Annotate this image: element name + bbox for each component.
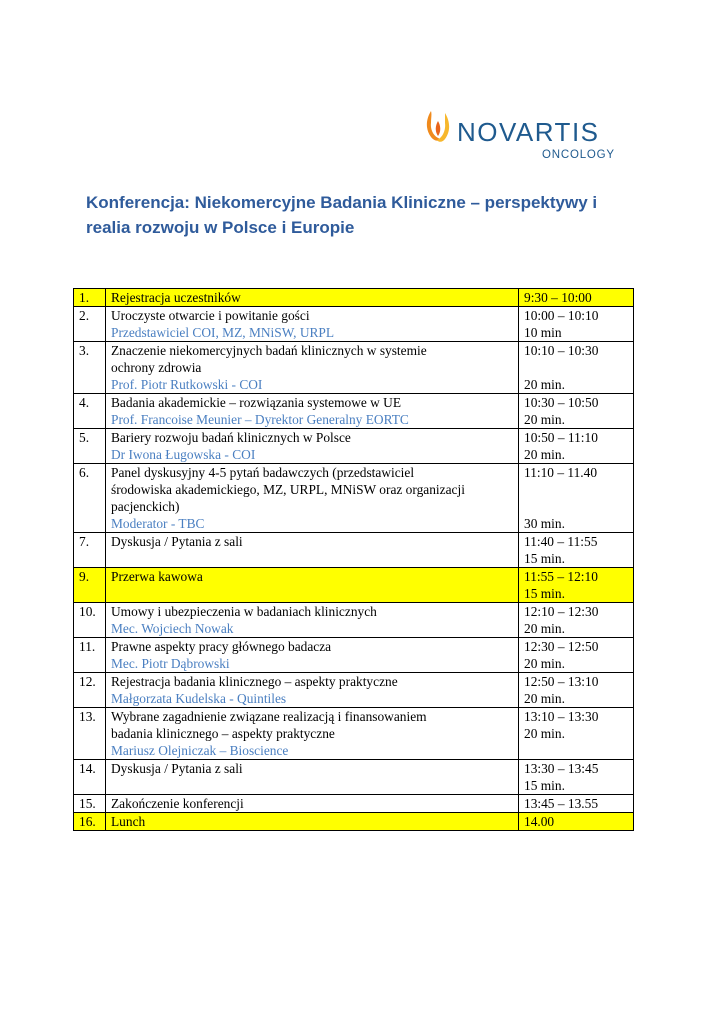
session-cell xyxy=(106,394,519,429)
session-cell xyxy=(106,760,519,795)
row-number: 13. xyxy=(74,708,106,760)
session-duration: 15 min. xyxy=(524,551,565,566)
session-cell xyxy=(106,638,519,673)
time-cell xyxy=(519,708,634,760)
row-number: 16. xyxy=(74,813,106,831)
session-cell xyxy=(106,795,519,813)
time-cell xyxy=(519,394,634,429)
session-cell xyxy=(106,533,519,568)
agenda-row xyxy=(74,307,634,342)
session-title: Przerwa kawowa xyxy=(111,569,203,584)
time-cell xyxy=(519,342,634,394)
agenda-row xyxy=(74,394,634,429)
session-title: Znaczenie niekomercyjnych badań klinicznych w systemie xyxy=(111,343,427,358)
session-cell xyxy=(106,673,519,708)
session-cell xyxy=(106,603,519,638)
session-duration: 15 min. xyxy=(524,586,565,601)
session-duration: 20 min. xyxy=(524,377,565,392)
page-title: Konferencja: Niekomercyjne Badania Kliniczne – perspektywy i realia rozwoju w Polsce i Europie xyxy=(86,193,598,237)
session-time: 11:40 – 11:55 xyxy=(524,534,598,549)
session-title: pacjenckich) xyxy=(111,499,180,514)
row-number: 2. xyxy=(74,307,106,342)
session-duration: 20 min. xyxy=(524,656,565,671)
session-title: Badania akademickie – rozwiązania systemowe w UE xyxy=(111,395,402,410)
agenda-row xyxy=(74,429,634,464)
row-number: 4. xyxy=(74,394,106,429)
session-duration: 20 min. xyxy=(524,691,565,706)
session-time: 10:30 – 10:50 xyxy=(524,395,599,410)
agenda-row xyxy=(74,533,634,568)
time-cell xyxy=(519,289,634,307)
session-title: Prawne aspekty pracy głównego badacza xyxy=(111,639,332,654)
session-duration: 20 min. xyxy=(524,621,565,636)
row-number: 6. xyxy=(74,464,106,533)
time-cell xyxy=(519,760,634,795)
session-speaker: Mariusz Olejniczak – Bioscience xyxy=(111,743,289,758)
time-cell xyxy=(519,307,634,342)
session-cell xyxy=(106,289,519,307)
session-duration: 20 min. xyxy=(524,412,565,427)
time-cell xyxy=(519,673,634,708)
session-duration: 20 min. xyxy=(524,447,565,462)
row-number: 12. xyxy=(74,673,106,708)
session-speaker: Prof. Piotr Rutkowski - COI xyxy=(111,377,263,392)
session-time: 14.00 xyxy=(524,814,555,829)
row-number: 11. xyxy=(74,638,106,673)
novartis-flame-icon xyxy=(425,109,451,145)
session-title: Wybrane zagadnienie związane realizacją i finansowaniem xyxy=(111,709,427,724)
agenda-row xyxy=(74,760,634,795)
session-time: 9:30 – 10:00 xyxy=(524,290,592,305)
time-cell xyxy=(519,533,634,568)
session-time: 10:50 – 11:10 xyxy=(524,430,598,445)
session-title: Umowy i ubezpieczenia w badaniach klinicznych xyxy=(111,604,377,619)
session-time: 12:10 – 12:30 xyxy=(524,604,599,619)
session-cell xyxy=(106,342,519,394)
session-time: 13:30 – 13:45 xyxy=(524,761,599,776)
agenda-row xyxy=(74,342,634,394)
session-time: 13:10 – 13:30 xyxy=(524,709,599,724)
session-duration: 30 min. xyxy=(524,516,565,531)
time-cell xyxy=(519,813,634,831)
row-number: 14. xyxy=(74,760,106,795)
row-number: 9. xyxy=(74,568,106,603)
session-title: Dyskusja / Pytania z sali xyxy=(111,534,243,549)
agenda-row xyxy=(74,464,634,533)
agenda-row xyxy=(74,603,634,638)
session-title: Rejestracja badania klinicznego – aspekty praktyczne xyxy=(111,674,398,689)
session-title: badania klinicznego – aspekty praktyczne xyxy=(111,726,335,741)
session-title: Zakończenie konferencji xyxy=(111,796,244,811)
row-number: 3. xyxy=(74,342,106,394)
agenda-row xyxy=(74,708,634,760)
novartis-wordmark: NOVARTIS xyxy=(457,117,600,147)
session-duration: 20 min. xyxy=(524,726,565,741)
time-cell xyxy=(519,638,634,673)
row-number: 7. xyxy=(74,533,106,568)
agenda-row xyxy=(74,673,634,708)
session-title: Rejestracja uczestników xyxy=(111,290,241,305)
time-cell xyxy=(519,429,634,464)
row-number: 15. xyxy=(74,795,106,813)
session-time: 10:00 – 10:10 xyxy=(524,308,599,323)
row-number: 10. xyxy=(74,603,106,638)
agenda-row xyxy=(74,638,634,673)
session-cell xyxy=(106,429,519,464)
time-cell xyxy=(519,603,634,638)
session-title: środowiska akademickiego, MZ, URPL, MNiSW oraz organizacji xyxy=(111,482,465,497)
session-time: 13:45 – 13.55 xyxy=(524,796,599,811)
agenda-row xyxy=(74,568,634,603)
session-title: ochrony zdrowia xyxy=(111,360,202,375)
session-time: 11:10 – 11.40 xyxy=(524,465,598,480)
session-cell xyxy=(106,464,519,533)
agenda-table xyxy=(73,288,634,831)
session-duration: 15 min. xyxy=(524,778,565,793)
session-duration: 10 min xyxy=(524,325,562,340)
agenda-row xyxy=(74,795,634,813)
session-speaker: Prof. Francoise Meunier – Dyrektor Generalny EORTC xyxy=(111,412,409,427)
session-speaker: Moderator - TBC xyxy=(111,516,205,531)
session-speaker: Małgorzata Kudelska - Quintiles xyxy=(111,691,287,706)
agenda-row xyxy=(74,813,634,831)
session-time: 12:50 – 13:10 xyxy=(524,674,599,689)
session-title: Uroczyste otwarcie i powitanie gości xyxy=(111,308,310,323)
session-time: 10:10 – 10:30 xyxy=(524,343,599,358)
oncology-wordmark: ONCOLOGY xyxy=(542,149,615,161)
session-title: Bariery rozwoju badań klinicznych w Polsce xyxy=(111,430,351,445)
session-title: Dyskusja / Pytania z sali xyxy=(111,761,243,776)
session-speaker: Mec. Piotr Dąbrowski xyxy=(111,656,230,671)
novartis-oncology-logo xyxy=(422,108,622,168)
time-cell xyxy=(519,464,634,533)
session-cell xyxy=(106,708,519,760)
time-cell xyxy=(519,568,634,603)
session-title: Lunch xyxy=(111,814,146,829)
session-time: 11:55 – 12:10 xyxy=(524,569,598,584)
session-cell xyxy=(106,568,519,603)
session-speaker: Mec. Wojciech Nowak xyxy=(111,621,234,636)
row-number: 1. xyxy=(74,289,106,307)
session-speaker: Przedstawiciel COI, MZ, MNiSW, URPL xyxy=(111,325,335,340)
session-cell xyxy=(106,307,519,342)
agenda-row xyxy=(74,289,634,307)
session-cell xyxy=(106,813,519,831)
session-speaker: Dr Iwona Ługowska - COI xyxy=(111,447,256,462)
session-title: Panel dyskusyjny 4-5 pytań badawczych (przedstawiciel xyxy=(111,465,415,480)
row-number: 5. xyxy=(74,429,106,464)
time-cell xyxy=(519,795,634,813)
session-time: 12:30 – 12:50 xyxy=(524,639,599,654)
